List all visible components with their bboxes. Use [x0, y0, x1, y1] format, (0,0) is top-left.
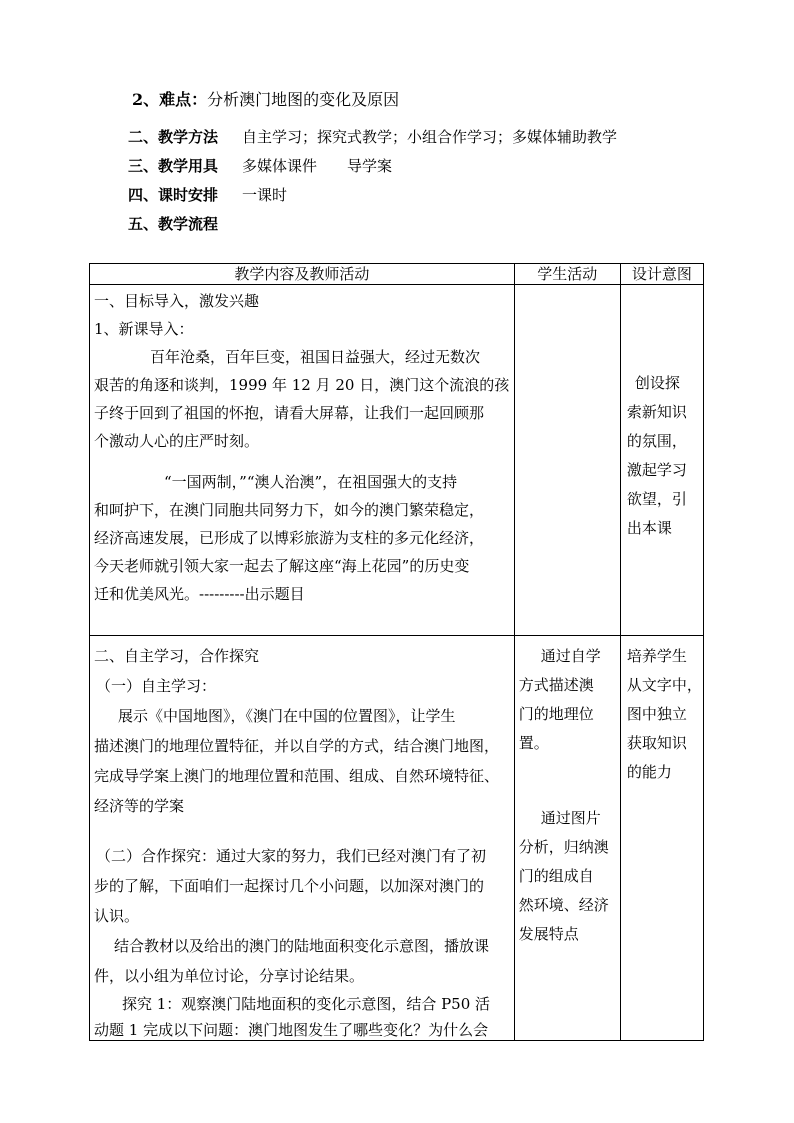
difficulty-text: 分析澳门地图的变化及原因 [207, 90, 400, 109]
part2-text-line: 步的了解，下面咱们一起探讨几个小问题，以加深对澳门的 [94, 877, 485, 895]
part1-heading: 一、目标导入，激发兴趣 [94, 292, 260, 310]
part1-text-line: 今天老师就引领大家一起去了解这座“海上花园”的历史变 [94, 557, 470, 575]
part1-text-line: 迁和优美风光。---------出示题目 [94, 585, 305, 603]
student-line: 分析，归纳澳 [518, 838, 609, 856]
difficulty-label: 2、难点： [132, 90, 208, 109]
student-line: 门的组成自 [518, 867, 594, 885]
lesson-plan-table [89, 263, 704, 1041]
intent-line: 激起学习 [626, 461, 687, 479]
part2-text-line: 完成导学案上澳门的地理位置和范围、组成、自然环境特征、 [94, 767, 500, 785]
part2-subheading: （一）自主学习： [96, 677, 217, 695]
part2-text-line: 动题 1 完成以下问题：澳门地图发生了哪些变化？为什么会 [94, 1021, 489, 1039]
intent-line: 欲望，引 [626, 490, 687, 508]
part1-text-line: “一国两制，”“澳人治澳”，在祖国强大的支持 [164, 473, 458, 491]
part2-heading: 二、自主学习，合作探究 [94, 647, 260, 665]
student-line: 置。 [518, 734, 549, 752]
part1-text-line: 艰苦的角逐和谈判，1999 年 12 月 20 日，澳门这个流浪的孩 [94, 376, 510, 394]
part1-intent [621, 285, 703, 543]
section-label: 二、教学方法 [128, 128, 219, 146]
intent-line: 索新知识 [626, 403, 687, 421]
section-label: 五、教学流程 [128, 215, 219, 233]
part2-text-line: 描述澳门的地理位置特征，并以自学的方式，结合澳门地图， [94, 737, 500, 755]
table-row-part1 [90, 285, 704, 636]
part1-text-line: 和呵护下，在澳门同胞共同努力下，如今的澳门繁荣稳定， [94, 501, 485, 519]
intent-line: 的氛围， [626, 432, 687, 450]
part1-text-line: 子终于回到了祖国的怀抱，请看大屏幕，让我们一起回顾那 [94, 404, 485, 422]
student-line: 发展特点 [518, 925, 579, 943]
student-line: 方式描述澳 [518, 676, 594, 694]
intent-line: 出本课 [626, 519, 672, 537]
part2-student-cell [514, 636, 620, 1041]
intent-line: 从文字中， [626, 676, 702, 694]
intent-line: 的能力 [626, 763, 672, 781]
intent-line: 培养学生 [626, 647, 687, 665]
table-header-row [90, 264, 704, 285]
intent-line: 图中独立 [626, 705, 687, 723]
part1-subheading: 1、新课导入： [94, 320, 194, 338]
part1-text-line: 百年沧桑，百年巨变，祖国日益强大，经过无数次 [150, 348, 481, 366]
section-teaching-tools [128, 155, 392, 176]
section-value: 一课时 [242, 186, 288, 204]
difficulty-line [132, 87, 399, 110]
section-value: 自主学习；探究式教学；小组合作学习；多媒体辅助教学 [242, 128, 618, 146]
part1-student-cell [514, 285, 620, 636]
part2-text-line: 件，以小组为单位讨论，分享讨论结果。 [94, 967, 365, 985]
section-value: 多媒体课件 导学案 [242, 157, 393, 175]
part2-intent-cell [620, 636, 703, 1041]
part2-text-line: （二）合作探究：通过大家的努力，我们已经对澳门有了初 [96, 847, 487, 865]
section-teaching-flow [128, 213, 218, 234]
part2-intent [621, 636, 703, 787]
part1-content-cell [90, 285, 515, 636]
section-label: 三、教学用具 [128, 157, 219, 175]
part1-intent-cell [620, 285, 703, 636]
part2-student-activity [515, 636, 620, 949]
part2-text-line: 认识。 [94, 907, 140, 925]
section-class-hours [128, 184, 287, 205]
part2-content-cell [90, 636, 515, 1041]
header-design-intent: 设计意图 [620, 264, 703, 285]
table-row-part2 [90, 636, 704, 1041]
part2-text-line: 结合教材以及给出的澳门的陆地面积变化示意图，播放课 [114, 937, 490, 955]
part1-text-line: 个激动人心的庄严时刻。 [94, 432, 260, 450]
section-teaching-method [128, 126, 617, 147]
part1-text-line: 经济高速发展，已形成了以博彩旅游为支柱的多元化经济， [94, 529, 485, 547]
intent-line: 获取知识 [626, 734, 687, 752]
part2-text-line: 经济等的学案 [94, 797, 185, 815]
student-line: 通过自学 [540, 647, 601, 665]
part2-text-line: 探究 1：观察澳门陆地面积的变化示意图，结合 P50 活 [122, 995, 491, 1013]
student-line: 门的地理位 [518, 705, 594, 723]
part2-text-line: 展示《中国地图》，《澳门在中国的位置图》，让学生 [118, 707, 456, 725]
header-student-activity: 学生活动 [514, 264, 620, 285]
section-label: 四、课时安排 [128, 186, 219, 204]
header-teacher-activity: 教学内容及教师活动 [90, 264, 515, 285]
student-line: 通过图片 [540, 809, 601, 827]
intent-line: 创设探 [634, 374, 680, 392]
student-line: 然环境、经济 [518, 896, 609, 914]
